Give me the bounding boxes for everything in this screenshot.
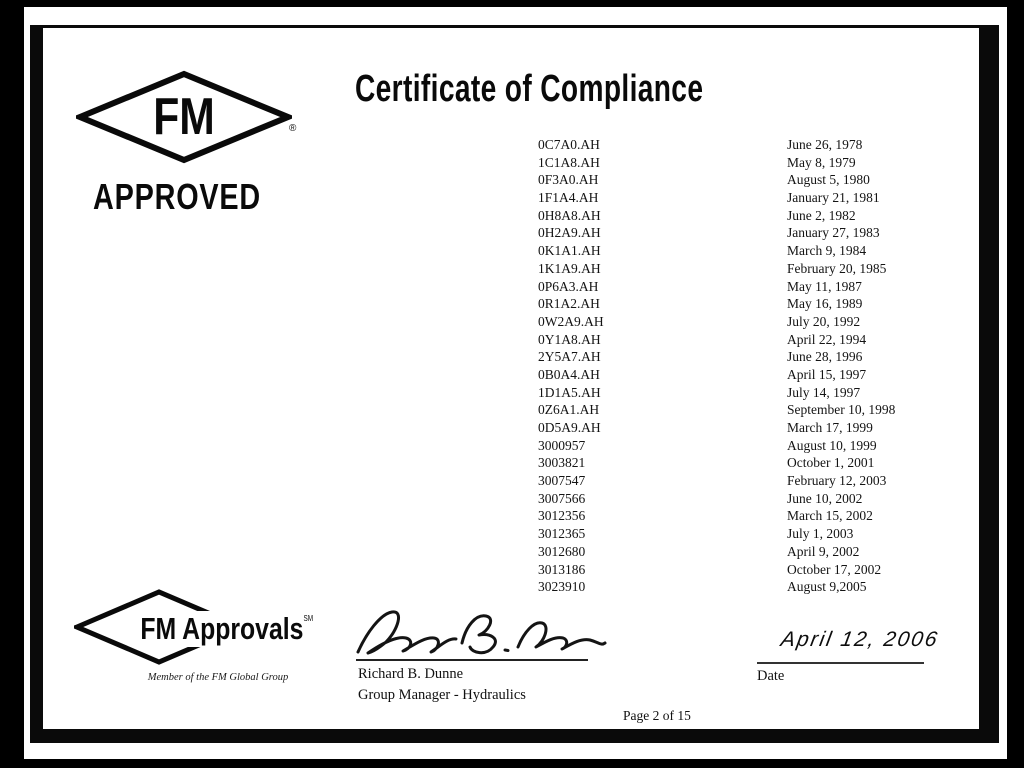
record-date: July 14, 1997 [787,384,861,400]
record-date: June 2, 1982 [787,207,856,223]
page-title: Certificate of Compliance [355,68,704,110]
record-id: 0F3A0.AH [538,172,599,188]
record-id: 0P6A3.AH [538,278,599,294]
record-id: 0H8A8.AH [538,207,601,223]
record-row [538,578,938,596]
member-tagline: Member of the FM Global Group [147,672,289,683]
record-id: 0B0A4.AH [538,366,600,382]
record-date: May 16, 1989 [787,296,863,312]
record-date: September 10, 1998 [787,402,896,418]
record-id: 1K1A9.AH [538,260,601,276]
record-row [538,543,938,561]
record-id: 3007547 [538,473,586,489]
signer-name: Richard B. Dunne [358,666,464,682]
record-row [538,525,938,543]
record-id: 0Y1A8.AH [538,331,601,347]
record-id: 3000957 [538,437,586,453]
signer-title: Group Manager - Hydraulics [358,687,526,703]
compliance-records-list [538,136,938,596]
record-id: 0W2A9.AH [538,313,604,329]
record-row [538,507,938,525]
record-id: 3007566 [538,490,586,506]
record-date: August 9,2005 [787,579,867,595]
record-row [538,313,938,331]
record-id: 0H2A9.AH [538,225,601,241]
record-id: 1C1A8.AH [538,154,600,170]
record-id: 3013186 [538,561,586,577]
record-date: January 27, 1983 [787,225,880,241]
record-row [538,171,938,189]
page-number: Page 2 of 15 [623,708,691,723]
handwritten-signature [352,606,610,664]
record-id: 0C7A0.AH [538,137,600,152]
record-id: 1F1A4.AH [538,190,599,206]
record-date: May 11, 1987 [787,278,862,294]
record-id: 3012356 [538,508,586,524]
record-id: 0K1A1.AH [538,243,601,259]
record-id: 3012365 [538,526,586,542]
record-date: March 9, 1984 [787,243,867,259]
date-line [757,662,924,664]
approved-label: APPROVED [93,176,262,217]
record-date: June 26, 1978 [787,137,863,152]
record-id: 1D1A5.AH [538,384,601,400]
record-id: 3023910 [538,579,586,595]
fm-approved-logo [76,70,292,164]
record-date: June 28, 1996 [787,349,863,365]
record-id: 0D5A9.AH [538,420,601,435]
record-date: March 15, 2002 [787,508,873,524]
record-row [538,154,938,172]
record-date: May 8, 1979 [787,154,856,170]
record-date: February 20, 1985 [787,260,887,276]
record-row [538,472,938,490]
fm-approvals-label [138,611,315,647]
signature-line [356,659,588,661]
fm-logo-text: FM [153,88,215,146]
record-row [538,454,938,472]
record-row [538,419,938,437]
record-row [538,207,938,225]
record-date: August 5, 1980 [787,172,870,188]
record-row [538,561,938,579]
record-date: April 15, 1997 [787,366,867,382]
record-row [538,331,938,349]
record-date: July 1, 2003 [787,526,854,542]
record-row [538,490,938,508]
handwritten-date: April 12, 2006 [779,628,941,651]
date-label: Date [757,668,785,684]
record-row [538,189,938,207]
record-row [538,348,938,366]
record-row [538,260,938,278]
record-date: August 10, 1999 [787,437,877,453]
record-date: June 10, 2002 [787,490,863,506]
record-row [538,437,938,455]
record-date: October 1, 2001 [787,455,875,471]
record-id: 3012680 [538,543,586,559]
record-date: July 20, 1992 [787,313,861,329]
service-mark: SM [303,614,314,623]
record-row [538,136,938,154]
record-row [538,224,938,242]
record-row [538,366,938,384]
registered-trademark-icon: ® [289,123,297,134]
record-date: January 21, 1981 [787,190,880,206]
record-id: 0R1A2.AH [538,296,600,312]
record-id: 2Y5A7.AH [538,349,601,365]
record-row [538,295,938,313]
record-row [538,278,938,296]
fm-approvals-text: FM Approvals [140,611,304,646]
record-row [538,242,938,260]
record-date: April 22, 1994 [787,331,867,347]
certificate-paper [24,7,1007,759]
record-row [538,384,938,402]
record-date: April 9, 2002 [787,543,860,559]
record-id: 0Z6A1.AH [538,402,600,418]
record-row [538,401,938,419]
record-date: February 12, 2003 [787,473,887,489]
record-date: October 17, 2002 [787,561,882,577]
record-date: March 17, 1999 [787,420,873,435]
record-id: 3003821 [538,455,586,471]
